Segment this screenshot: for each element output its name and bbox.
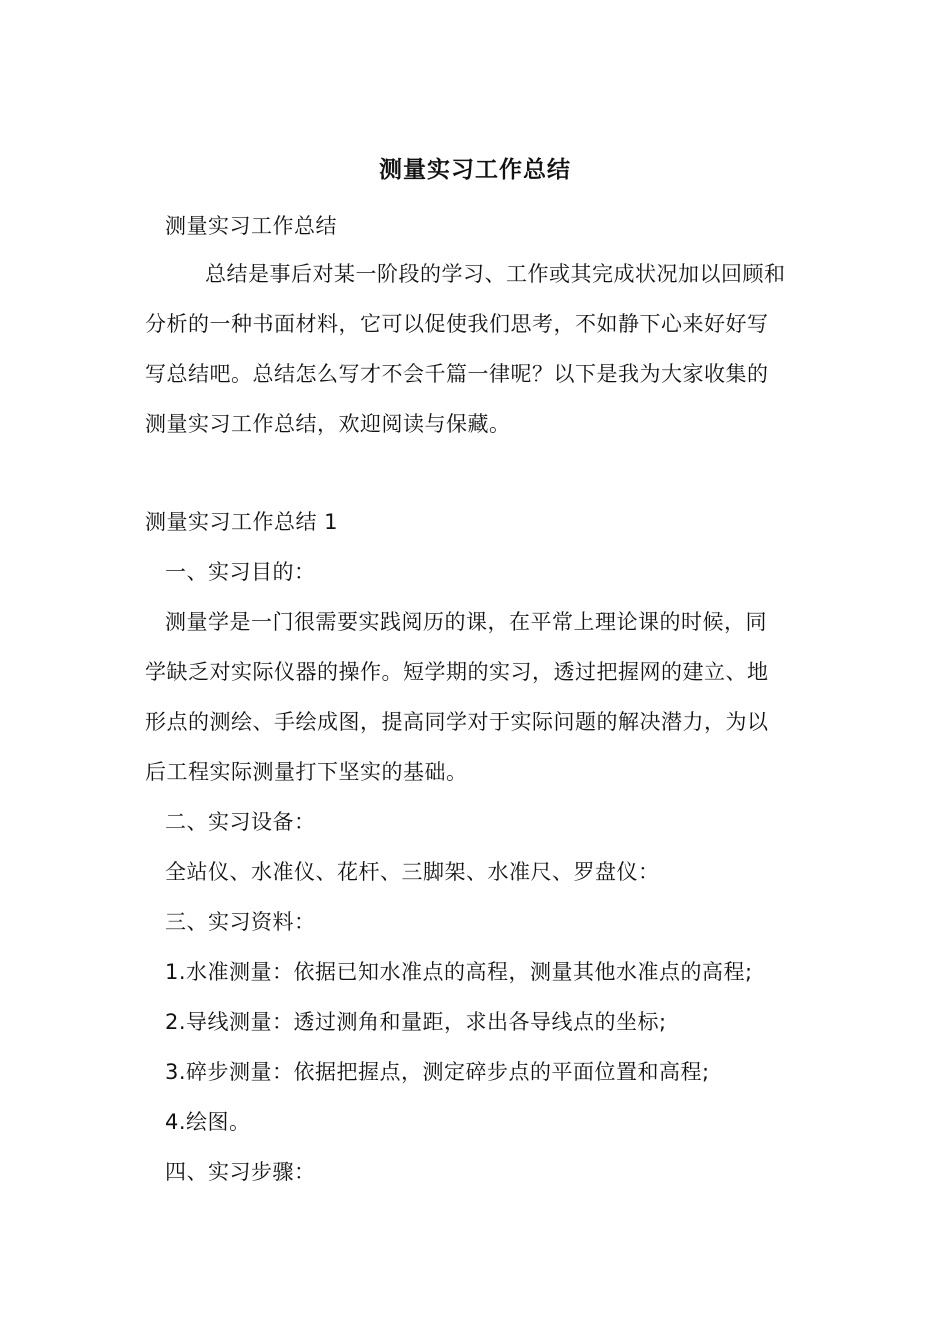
purpose-line-1: 测量学是一门很需要实践阅历的课，在平常上理论课的时候，同 — [165, 610, 767, 634]
document-title: 测量实习工作总结 — [379, 157, 571, 183]
intro-line-4: 测量实习工作总结，欢迎阅读与保藏。 — [145, 412, 511, 436]
heading-materials: 三、实习资料： — [165, 910, 316, 934]
heading-purpose: 一、实习目的： — [165, 560, 316, 584]
list-item: 4.绘图。 — [165, 1110, 251, 1134]
intro-line-3: 写总结吧。总结怎么写才不会千篇一律呢？以下是我为大家收集的 — [145, 362, 769, 386]
list-item: 1.水准测量：依据已知水准点的高程，测量其他水准点的高程; — [165, 960, 753, 984]
purpose-line-4: 后工程实际测量打下坚实的基础。 — [145, 760, 468, 784]
intro-line-1: 总结是事后对某一阶段的学习、工作或其完成状况加以回顾和 — [205, 262, 786, 286]
section-title: 测量实习工作总结 1 — [145, 510, 339, 534]
document-subtitle: 测量实习工作总结 — [165, 214, 337, 238]
purpose-line-2: 学缺乏对实际仪器的操作。短学期的实习，透过把握网的建立、地 — [145, 660, 769, 684]
list-item: 2.导线测量：透过测角和量距，求出各导线点的坐标; — [165, 1010, 667, 1034]
heading-equipment: 二、实习设备： — [165, 810, 316, 834]
intro-line-2: 分析的一种书面材料，它可以促使我们思考，不如静下心来好好写 — [145, 312, 769, 336]
list-item: 3.碎步测量：依据把握点，测定碎步点的平面位置和高程; — [165, 1060, 710, 1084]
equipment-list: 全站仪、水准仪、花杆、三脚架、水准尺、罗盘仪： — [165, 860, 660, 884]
heading-steps: 四、实习步骤： — [165, 1160, 316, 1184]
purpose-line-3: 形点的测绘、手绘成图，提高同学对于实际问题的解决潜力，为以 — [145, 710, 769, 734]
